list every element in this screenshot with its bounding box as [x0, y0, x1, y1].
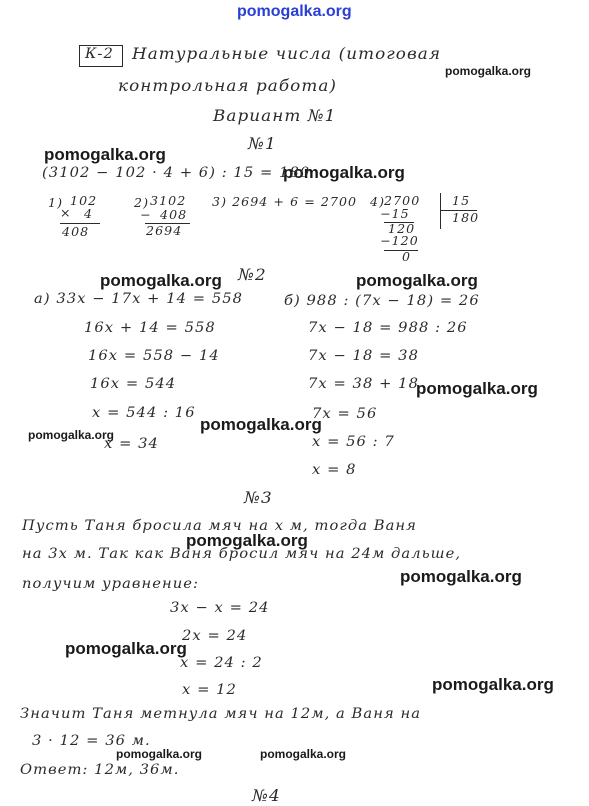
- task2-a-line2: 16x + 14 = 558: [84, 320, 216, 336]
- task1-col1-line: [60, 223, 100, 224]
- task-tag: К-2: [85, 46, 114, 62]
- task2-b-line5: 7x = 56: [312, 406, 378, 422]
- task2-a-line5: x = 544 : 16: [92, 405, 196, 421]
- task1-col4-s1: −15: [380, 207, 410, 221]
- watermark[interactable]: pomogalka.org: [283, 163, 405, 182]
- task2-b-line6: x = 56 : 7: [312, 434, 395, 450]
- title-line1: Натуральные числа (итоговая: [132, 44, 442, 63]
- task1-col2-result: 2694: [146, 224, 183, 238]
- variant-heading: Вариант №1: [213, 106, 337, 125]
- task3-number: №3: [244, 488, 273, 507]
- task1-col2-label: 2): [134, 196, 150, 210]
- task1-expression: (3102 − 102 · 4 + 6) : 15 = 180: [42, 165, 311, 181]
- task1-col1-result: 408: [62, 225, 90, 239]
- task1-col1-a: 102: [70, 194, 98, 208]
- task2-a-line1: а) 33x − 17x + 14 = 558: [34, 291, 244, 307]
- task2-b-line3: 7x − 18 = 38: [308, 348, 419, 364]
- task2-a-line6: x = 34: [104, 436, 159, 452]
- task1-col4-line2: [384, 250, 418, 251]
- task1-col4-divisor: 15: [452, 194, 471, 208]
- task1-col2-op: −: [140, 208, 152, 222]
- watermark[interactable]: pomogalka.org: [65, 639, 187, 658]
- task2-number: №2: [238, 265, 267, 284]
- task3-answer: Ответ: 12м, 36м.: [20, 762, 180, 778]
- task1-col4-label: 4): [370, 195, 386, 209]
- watermark[interactable]: pomogalka.org: [28, 428, 115, 442]
- watermark[interactable]: pomogalka.org: [100, 271, 222, 290]
- task3-text-line3: получим уравнение:: [22, 576, 200, 592]
- task2-a-line3: 16x = 558 − 14: [88, 348, 220, 364]
- watermark-top[interactable]: pomogalka.org: [237, 3, 352, 20]
- task2-a-line4: 16x = 544: [90, 376, 177, 392]
- watermark[interactable]: pomogalka.org: [116, 747, 203, 761]
- task3-conclusion-line1: Значит Таня метнула мяч на 12м, а Ваня на: [20, 706, 422, 722]
- watermark[interactable]: pomogalka.org: [416, 379, 538, 398]
- task1-col3: 3) 2694 + 6 = 2700: [212, 195, 358, 209]
- watermark[interactable]: pomogalka.org: [186, 531, 308, 550]
- watermark[interactable]: pomogalka.org: [445, 64, 532, 78]
- task3-eq-line3: x = 24 : 2: [180, 655, 263, 671]
- task2-b-line4: 7x = 38 + 18: [308, 376, 419, 392]
- task2-b-line1: б) 988 : (7x − 18) = 26: [284, 293, 480, 309]
- task1-col4-r1: 120: [388, 222, 416, 236]
- task1-col4-divider-v: [440, 193, 441, 229]
- task1-col4-quotient: 180: [452, 211, 480, 225]
- title-line2: контрольная работа): [118, 76, 337, 95]
- watermark[interactable]: pomogalka.org: [260, 747, 347, 761]
- task1-col2-a: 3102: [150, 194, 187, 208]
- task4-number: №4: [252, 786, 281, 805]
- watermark[interactable]: pomogalka.org: [432, 675, 554, 694]
- watermark[interactable]: pomogalka.org: [200, 415, 322, 434]
- task1-col1-label: 1): [48, 196, 64, 210]
- task3-eq-line4: x = 12: [182, 682, 237, 698]
- task2-b-line7: x = 8: [312, 462, 357, 478]
- task1-col1-b: 4: [84, 207, 94, 221]
- task1-col4-dividend: 2700: [384, 194, 421, 208]
- task3-text-line2: на 3x м. Так как Ваня бросил мяч на 24м дальше,: [22, 546, 462, 562]
- watermark[interactable]: pomogalka.org: [400, 567, 522, 586]
- task1-col2-b: 408: [160, 208, 188, 222]
- task1-number: №1: [248, 134, 277, 153]
- watermark[interactable]: pomogalka.org: [356, 271, 478, 290]
- task3-eq-line1: 3x − x = 24: [170, 600, 270, 616]
- task2-b-line2: 7x − 18 = 988 : 26: [308, 320, 468, 336]
- task1-col4-s2: −120: [380, 234, 419, 248]
- task1-col1-op: ×: [60, 206, 72, 220]
- task3-eq-line2: 2x = 24: [182, 628, 248, 644]
- task1-col4-r2: 0: [402, 250, 412, 264]
- watermark[interactable]: pomogalka.org: [44, 145, 166, 164]
- task3-conclusion-line2: 3 · 12 = 36 м.: [32, 733, 151, 749]
- task3-text-line1: Пусть Таня бросила мяч на x м, тогда Ваня: [22, 518, 417, 534]
